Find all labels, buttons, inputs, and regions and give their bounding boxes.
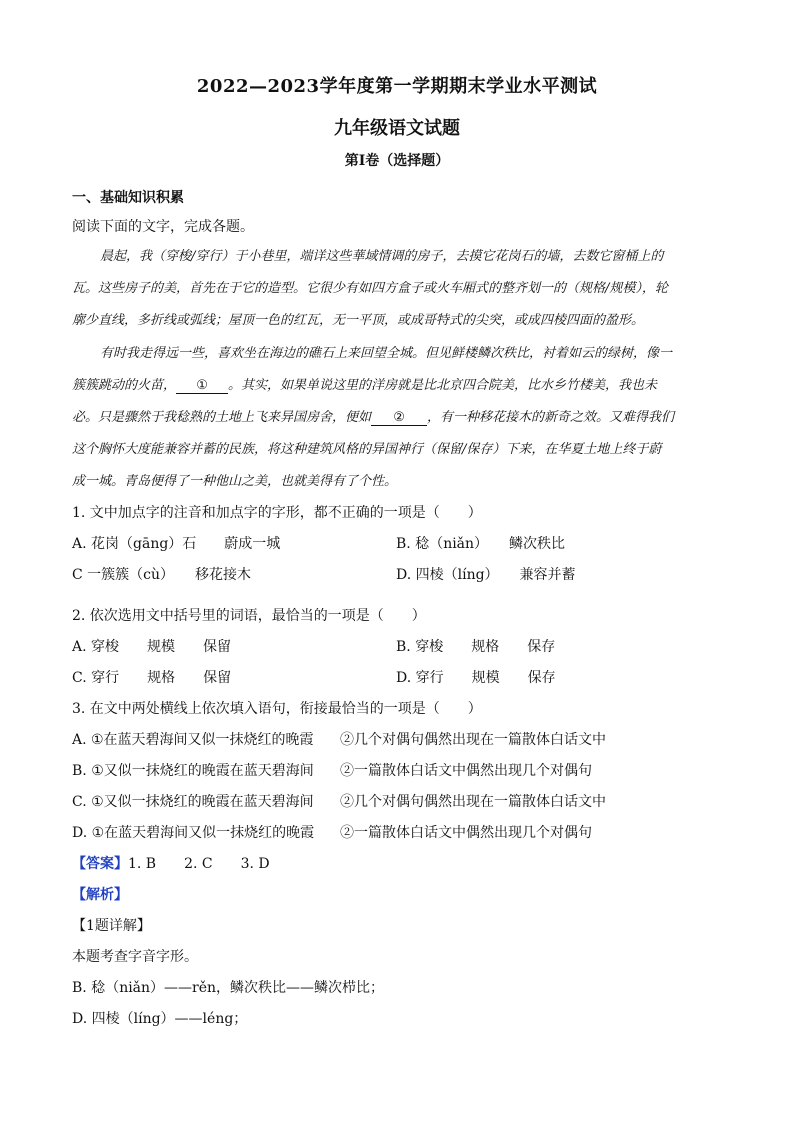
question-1-option-c: C 一簇簇（cù） 移花接木: [72, 567, 252, 583]
analysis-line-1: 本题考查字音字形。: [72, 949, 198, 965]
question-1-option-a: A. 花岗（gāng）石 蔚成一城: [72, 536, 281, 552]
passage-line-5-end: 。其实，如果单说这里的洋房就是比北京四合院美，比水乡竹楼美，我也未: [228, 378, 658, 393]
passage-line-2: 瓦。这些房子的美，首先在于它的造型。它很少有如四方盒子或火车厢式的整齐划一的（规格/规模），轮: [72, 281, 668, 296]
answer-label: 【答案】: [72, 856, 128, 872]
passage-line-6-end: ，有一种移花接木的新奇之效。又难得我们: [427, 410, 675, 425]
question-2-option-a: A. 穿梭 规模 保留: [72, 639, 232, 655]
question-3-option-d-part-2: ②一篇散体白话文中偶然出现几个对偶句: [340, 825, 592, 841]
question-2-stem: 2. 依次选用文中括号里的词语，最恰当的一项是（ ）: [72, 608, 426, 624]
question-3-option-c-part-1: C. ①又似一抹烧红的晚霞在蓝天碧海间: [72, 794, 314, 810]
blank-1: ①: [176, 378, 228, 394]
passage-line-6: [72, 406, 720, 426]
answer-line: [72, 853, 270, 873]
section-heading: 一、基础知识积累: [72, 190, 184, 206]
part-heading: 第Ⅰ卷（选择题）: [344, 153, 450, 169]
blank-2: ②: [371, 410, 427, 426]
passage-line-5: [72, 374, 720, 394]
exam-subtitle: 九年级语文试题: [334, 118, 460, 139]
question-2-option-d: D. 穿行 规模 保存: [396, 670, 556, 686]
question-1-option-d: D. 四棱（líng） 兼容并蓄: [396, 567, 576, 583]
exam-title: 2022—2023学年度第一学期期末学业水平测试: [196, 76, 598, 97]
analysis-label: 【解析】: [72, 887, 128, 903]
passage-line-5-start: 簇簇跳动的火苗，: [72, 378, 177, 393]
analysis-line-3: D. 四棱（líng）——léng；: [72, 1011, 248, 1027]
question-3-option-d-part-1: D. ①在蓝天碧海间又似一抹烧红的晚霞: [72, 825, 315, 841]
question-2-option-b: B. 穿梭 规格 保存: [396, 639, 556, 655]
passage-line-3: 廓少直线，多折线或弧线；屋顶一色的红瓦，无一平顶，或成哥特式的尖突，或成四棱四面的盈形。: [72, 313, 645, 328]
question-1-option-b: B. 稔（niǎn） 鳞次秩比: [396, 536, 566, 552]
passage-line-8: 成一城。青岛便得了一种他山之美，也就美得有了个性。: [72, 474, 398, 489]
section-instruction: 阅读下面的文字，完成各题。: [72, 219, 254, 235]
passage-line-4: 有时我走得远一些，喜欢坐在海边的礁石上来回望全城。但见鲜楼鳞次秩比，衬着如云的绿树，像一: [100, 346, 673, 361]
question-3-option-a-part-1: A. ①在蓝天碧海间又似一抹烧红的晚霞: [72, 732, 314, 748]
question-1-stem: 1. 文中加点字的注音和加点字的字形，都不正确的一项是（ ）: [72, 505, 482, 521]
question-3-option-b-part-1: B. ①又似一抹烧红的晚霞在蓝天碧海间: [72, 763, 314, 779]
passage-line-6-start: 必。只是骤然于我稔熟的土地上飞来异国房舍，便如: [72, 410, 372, 425]
question-3-option-b-part-2: ②一篇散体白话文中偶然出现几个对偶句: [340, 763, 592, 779]
analysis-detail-label: 【1题详解】: [72, 918, 151, 934]
question-3-stem: 3. 在文中两处横线上依次填入语句，衔接最恰当的一项是（ ）: [72, 701, 482, 717]
question-3-option-c-part-2: ②几个对偶句偶然出现在一篇散体白话文中: [340, 794, 606, 810]
passage-line-7: 这个胸怀大度能兼容并蓄的民族，将这种建筑风格的异国神行（保留/保存）下来，在华夏土地上终于蔚: [72, 442, 662, 457]
question-2-option-c: C. 穿行 规格 保留: [72, 670, 232, 686]
analysis-line-2: B. 稔（niǎn）——rěn，鳞次秩比——鳞次栉比；: [72, 980, 385, 996]
question-3-option-a-part-2: ②几个对偶句偶然出现在一篇散体白话文中: [340, 732, 606, 748]
passage-line-1: 晨起，我（穿梭/穿行）于小巷里，端详这些華域情调的房子，去摸它花岗石的墙，去数它窗桶上的: [100, 249, 664, 264]
answer-text: 1. B 2. C 3. D: [128, 856, 270, 872]
